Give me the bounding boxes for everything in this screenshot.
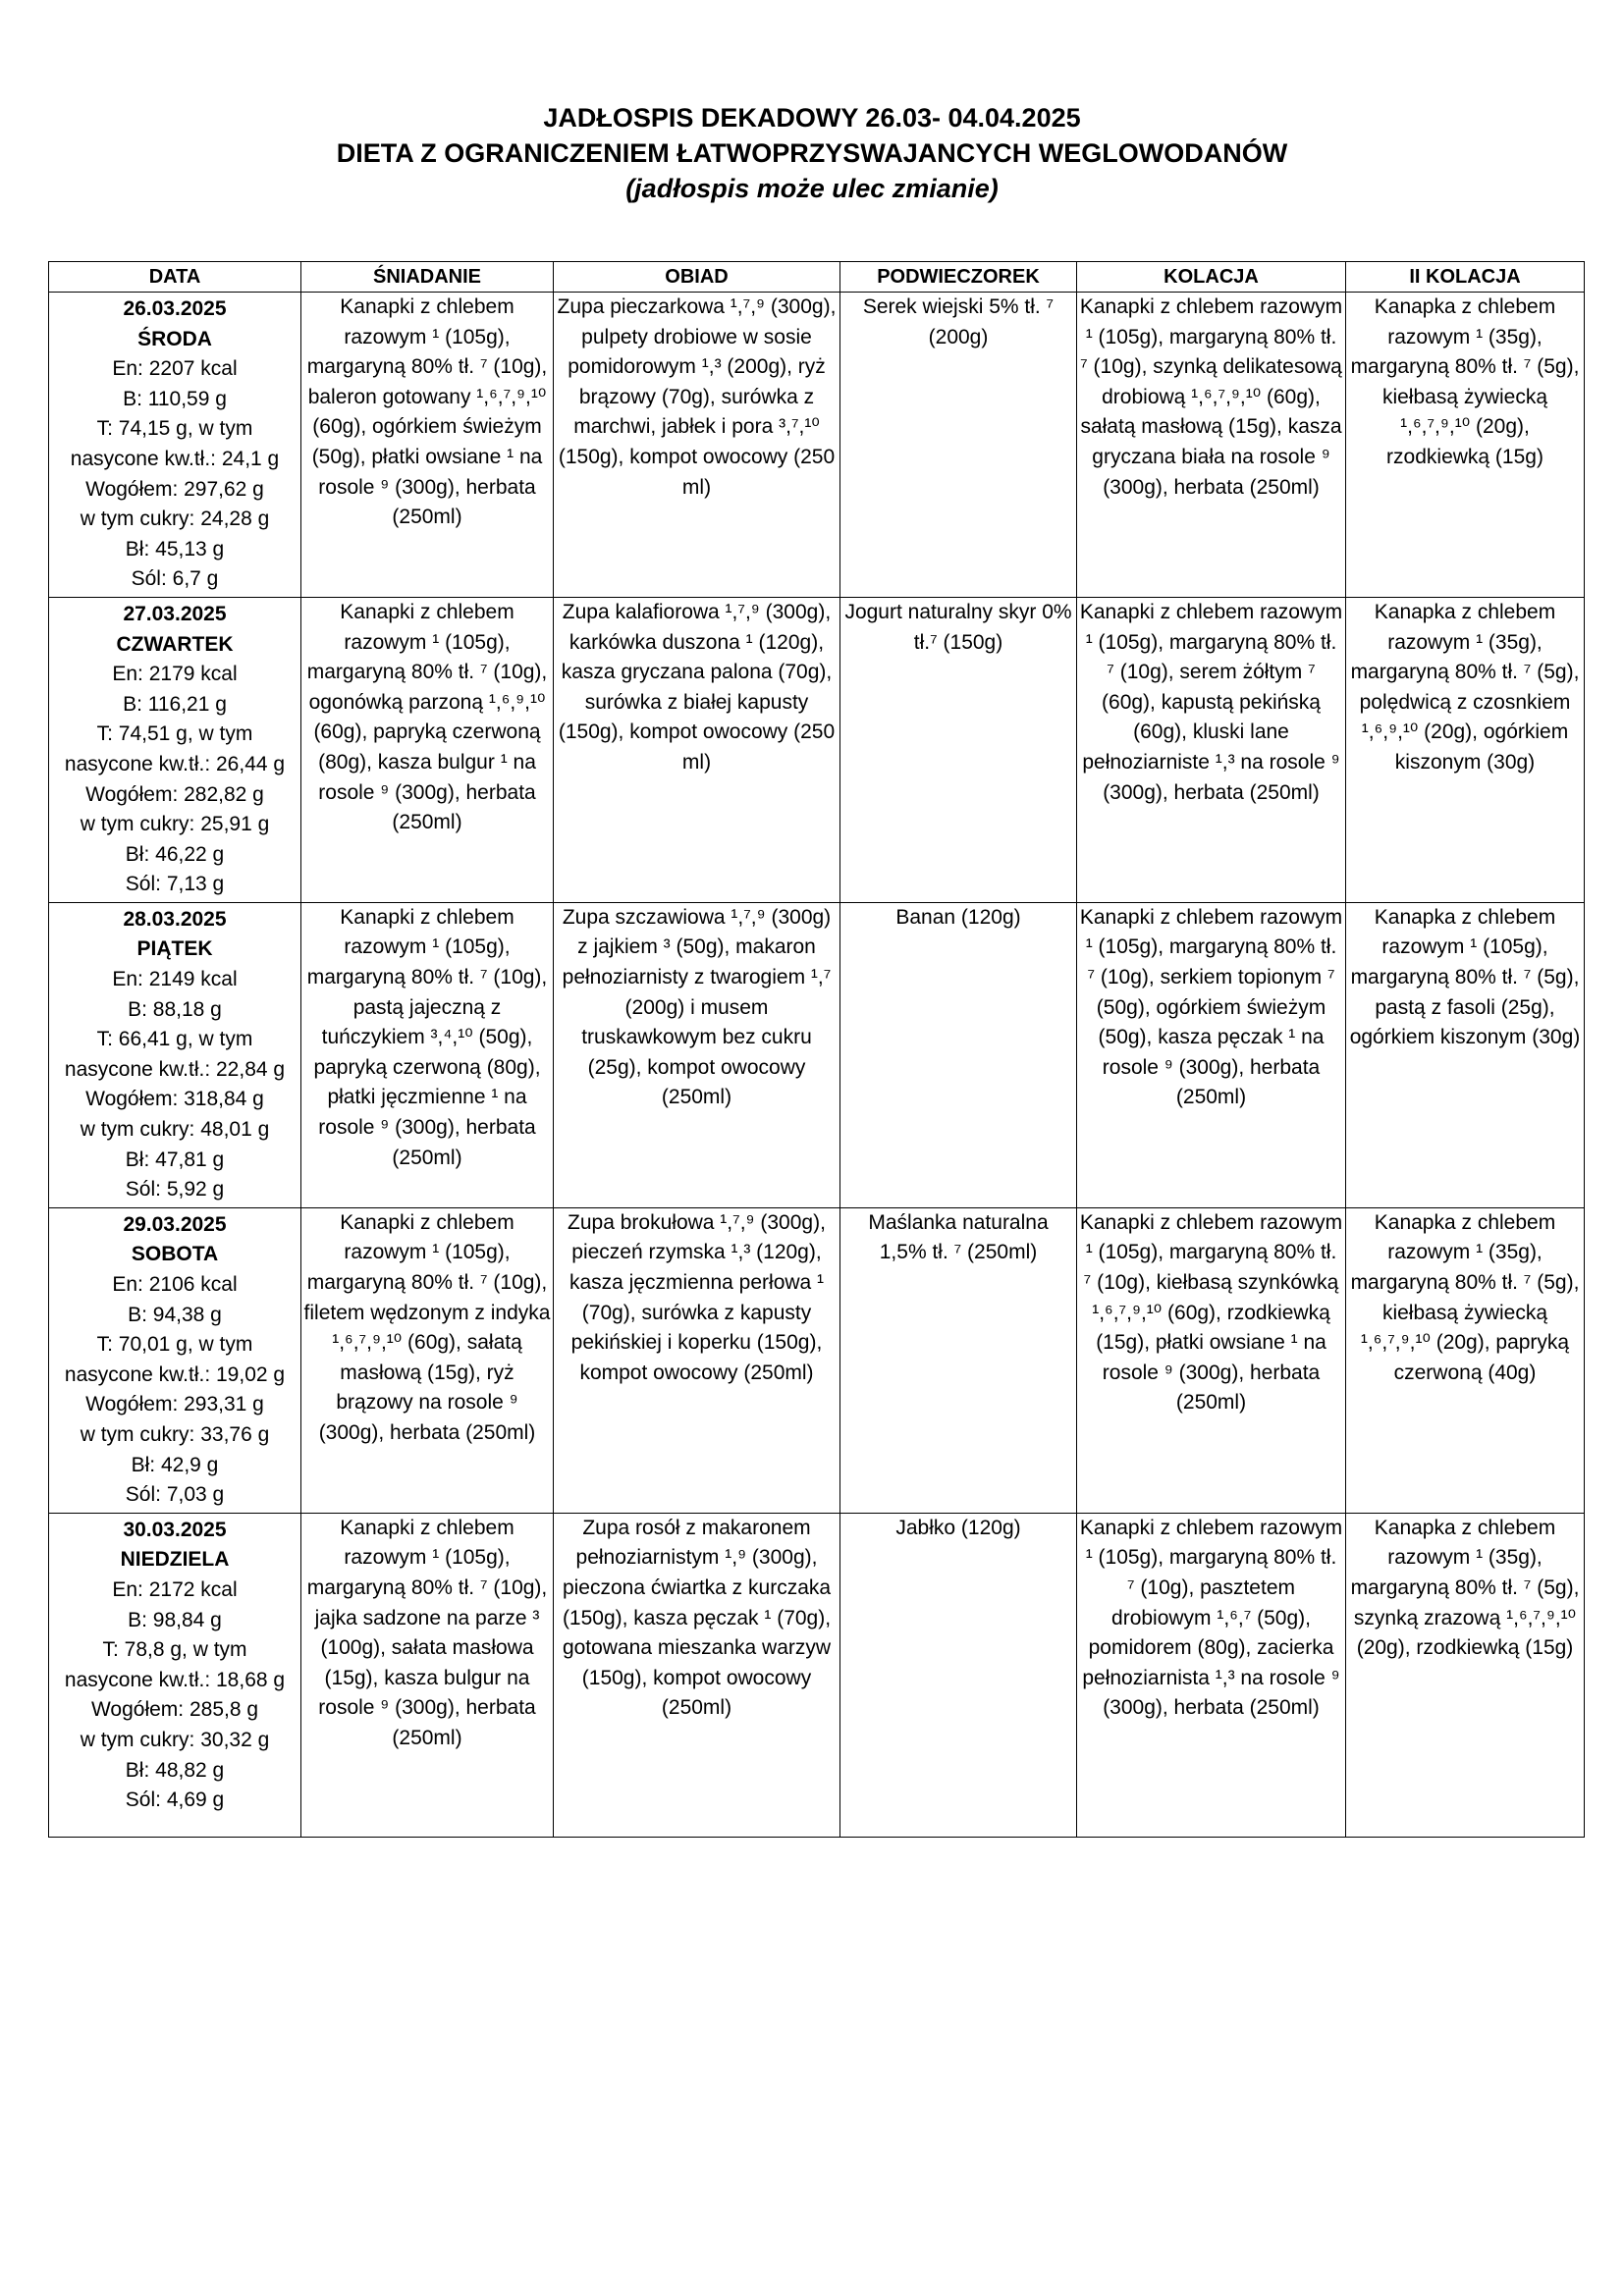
table-header-row [49,262,1585,293]
nutrition-fiber: Bł: 48,82 g [125,1758,225,1782]
menu-table [48,261,1585,1838]
nutrition-energy: En: 2149 kcal [112,968,238,991]
nutrition-protein: B: 116,21 g [123,692,227,716]
date: 30.03.2025 [123,1518,227,1541]
nutrition-fiber: Bł: 46,22 g [125,842,225,866]
podwieczorek-cell: Maślanka naturalna 1,5% tł. ⁷ (250ml) [840,1207,1077,1513]
column-header-kolacja: KOLACJA [1077,262,1346,293]
ii-kolacja-cell: Kanapka z chlebem razowym ¹ (35g), margaryną 80% tł. ⁷ (5g), polędwicą z czosnkiem ¹,⁶,⁹,¹⁰ (20g), ogórkiem kiszonym (30g) [1346,597,1585,902]
nutrition-fiber: Bł: 47,81 g [125,1148,225,1171]
date-cell [49,1207,301,1513]
date: 28.03.2025 [123,907,227,931]
nutrition-salt: Sól: 7,13 g [125,873,225,896]
obiad-cell: Zupa brokułowa ¹,⁷,⁹ (300g), pieczeń rzymska ¹,³ (120g), kasza jęczmienna perłowa ¹ (70g), surówka z kapusty pekińskiej i koperku (150g), kompot owocowy (250ml) [554,1207,840,1513]
table-row [49,902,1585,1207]
table-row [49,1513,1585,1837]
date-cell [49,597,301,902]
ii-kolacja-cell: Kanapka z chlebem razowym ¹ (35g), margaryną 80% tł. ⁷ (5g), kiełbasą żywiecką ¹,⁶,⁷,⁹,¹⁰ (20g), papryką czerwoną (40g) [1346,1207,1585,1513]
nutrition-carbs: Wogółem: 297,62 g [85,477,264,501]
weekday: PIĄTEK [136,937,213,961]
nutrition-saturated: nasycone kw.tł.: 18,68 g [64,1668,286,1691]
nutrition-energy: En: 2172 kcal [112,1577,238,1601]
podwieczorek-cell: Banan (120g) [840,902,1077,1207]
column-header-obiad: OBIAD [554,262,840,293]
nutrition-sugars: w tym cukry: 24,28 g [80,507,270,531]
ii-kolacja-cell: Kanapka z chlebem razowym ¹ (35g), margaryną 80% tł. ⁷ (5g), kiełbasą żywiecką ¹,⁶,⁷,⁹,¹⁰ (20g), rzodkiewką (15g) [1346,293,1585,598]
column-header-podwieczorek: PODWIECZOREK [840,262,1077,293]
sniadanie-cell: Kanapki z chlebem razowym ¹ (105g), margaryną 80% tł. ⁷ (10g), ogonówką parzoną ¹,⁶,⁹,¹⁰ (60g), papryką czerwoną (80g), kasza bulgur ¹ na rosole ⁹ (300g), herbata (250ml) [301,597,554,902]
nutrition-protein: B: 88,18 g [128,997,222,1021]
sniadanie-cell: Kanapki z chlebem razowym ¹ (105g), margaryną 80% tł. ⁷ (10g), filetem wędzonym z indyka ¹,⁶,⁷,⁹,¹⁰ (60g), sałatą masłową (15g), ryż brązowy na rosole ⁹ (300g), herbata (250ml) [301,1207,554,1513]
sniadanie-cell: Kanapki z chlebem razowym ¹ (105g), margaryną 80% tł. ⁷ (10g), baleron gotowany ¹,⁶,⁷,⁹,¹⁰ (60g), ogórkiem świeżym (50g), płatki owsiane ¹ na rosole ⁹ (300g), herbata (250ml) [301,293,554,598]
date: 27.03.2025 [123,602,227,625]
nutrition-protein: B: 110,59 g [123,387,227,410]
kolacja-cell: Kanapki z chlebem razowym ¹ (105g), margaryną 80% tł. ⁷ (10g), serkiem topionym ⁷ (50g), ogórkiem świeżym (50g), kasza pęczak ¹ na rosole ⁹ (300g), herbata (250ml) [1077,902,1346,1207]
nutrition-energy: En: 2179 kcal [112,663,238,686]
date: 29.03.2025 [123,1212,227,1236]
nutrition-sugars: w tym cukry: 30,32 g [80,1728,270,1751]
obiad-cell: Zupa kalafiorowa ¹,⁷,⁹ (300g), karkówka duszona ¹ (120g), kasza gryczana palona (70g), surówka z białej kapusty (150g), kompot owocowy (250 ml) [554,597,840,902]
nutrition-fiber: Bł: 45,13 g [125,537,225,561]
nutrition-saturated: nasycone kw.tł.: 19,02 g [64,1362,286,1386]
table-row [49,1207,1585,1513]
date-cell [49,293,301,598]
title-line-2: DIETA Z OGRANICZENIEM ŁATWOPRZYSWAJANCYCH WEGLOWODANÓW [336,138,1288,168]
column-header-sniadanie: ŚNIADANIE [301,262,554,293]
obiad-cell: Zupa pieczarkowa ¹,⁷,⁹ (300g), pulpety drobiowe w sosie pomidorowym ¹,³ (200g), ryż brązowy (70g), surówka z marchwi, jabłek i pora ³,⁷,¹⁰ (150g), kompot owocowy (250 ml) [554,293,840,598]
nutrition-saturated: nasycone kw.tł.: 26,44 g [64,752,286,775]
date-cell [49,1513,301,1837]
nutrition-protein: B: 94,38 g [128,1303,222,1326]
kolacja-cell: Kanapki z chlebem razowym ¹ (105g), margaryną 80% tł. ⁷ (10g), pasztetem drobiowym ¹,⁶,⁷ (50g), pomidorem (80g), zacierka pełnoziarnista ¹,³ na rosole ⁹ (300g), herbata (250ml) [1077,1513,1346,1837]
column-header-data: DATA [49,262,301,293]
nutrition-salt: Sól: 6,7 g [131,567,219,591]
nutrition-protein: B: 98,84 g [128,1608,222,1631]
nutrition-salt: Sól: 7,03 g [125,1483,225,1507]
weekday: CZWARTEK [116,632,234,656]
weekday: ŚRODA [137,327,212,350]
nutrition-saturated: nasycone kw.tł.: 22,84 g [64,1057,286,1081]
kolacja-cell: Kanapki z chlebem razowym ¹ (105g), margaryną 80% tł. ⁷ (10g), szynką delikatesową drobiową ¹,⁶,⁷,⁹,¹⁰ (60g), sałatą masłową (15g), kasza gryczana biała na rosole ⁹ (300g), herbata (250ml) [1077,293,1346,598]
nutrition-sugars: w tym cukry: 48,01 g [80,1118,270,1142]
nutrition-energy: En: 2106 kcal [112,1273,238,1296]
nutrition-fat: T: 74,51 g, w tym [96,722,253,746]
nutrition-energy: En: 2207 kcal [112,357,238,381]
kolacja-cell: Kanapki z chlebem razowym ¹ (105g), margaryną 80% tł. ⁷ (10g), serem żółtym ⁷ (60g), kapustą pekińską (60g), kluski lane pełnoziarniste ¹,³ na rosole ⁹ (300g), herbata (250ml) [1077,597,1346,902]
nutrition-fat: T: 66,41 g, w tym [96,1028,253,1051]
kolacja-cell: Kanapki z chlebem razowym ¹ (105g), margaryną 80% tł. ⁷ (10g), kiełbasą szynkówką ¹,⁶,⁷,⁹,¹⁰ (60g), rzodkiewką (15g), płatki owsiane ¹ na rosole ⁹ (300g), herbata (250ml) [1077,1207,1346,1513]
weekday: NIEDZIELA [120,1548,230,1572]
podwieczorek-cell: Jogurt naturalny skyr 0% tł.⁷ (150g) [840,597,1077,902]
nutrition-carbs: Wogółem: 318,84 g [85,1088,264,1111]
obiad-cell: Zupa szczawiowa ¹,⁷,⁹ (300g) z jajkiem ³ (50g), makaron pełnoziarnisty z twarogiem ¹,⁷ (200g) i musem truskawkowym bez cukru (25g), kompot owocowy (250ml) [554,902,840,1207]
nutrition-fat: T: 70,01 g, w tym [96,1333,253,1357]
obiad-cell: Zupa rosół z makaronem pełnoziarnistym ¹,⁹ (300g), pieczona ćwiartka z kurczaka (150g), kasza pęczak ¹ (70g), gotowana mieszanka warzyw (150g), kompot owocowy (250ml) [554,1513,840,1837]
nutrition-fat: T: 78,8 g, w tym [102,1638,247,1662]
nutrition-fiber: Bł: 42,9 g [131,1453,219,1476]
table-row [49,597,1585,902]
nutrition-sugars: w tym cukry: 25,91 g [80,813,270,836]
sniadanie-cell: Kanapki z chlebem razowym ¹ (105g), margaryną 80% tł. ⁷ (10g), jajka sadzone na parze ³ (100g), sałata masłowa (15g), kasza bulgur na rosole ⁹ (300g), herbata (250ml) [301,1513,554,1837]
document-header [0,100,1624,206]
podwieczorek-cell: Serek wiejski 5% tł. ⁷ (200g) [840,293,1077,598]
ii-kolacja-cell: Kanapka z chlebem razowym ¹ (105g), margaryną 80% tł. ⁷ (5g), pastą z fasoli (25g), ogórkiem kiszonym (30g) [1346,902,1585,1207]
date-cell [49,902,301,1207]
nutrition-salt: Sól: 5,92 g [125,1178,225,1201]
nutrition-carbs: Wogółem: 285,8 g [90,1698,259,1722]
nutrition-fat: T: 74,15 g, w tym [96,417,253,441]
nutrition-carbs: Wogółem: 293,31 g [85,1393,264,1416]
title-line-3: (jadłospis może ulec zmianie) [625,174,999,203]
column-header-ii-kolacja: II KOLACJA [1346,262,1585,293]
nutrition-salt: Sól: 4,69 g [125,1789,225,1812]
nutrition-saturated: nasycone kw.tł.: 24,1 g [70,447,280,470]
table-row [49,293,1585,598]
nutrition-carbs: Wogółem: 282,82 g [85,782,264,806]
ii-kolacja-cell: Kanapka z chlebem razowym ¹ (35g), margaryną 80% tł. ⁷ (5g), szynką zrazową ¹,⁶,⁷,⁹,¹⁰ (20g), rzodkiewką (15g) [1346,1513,1585,1837]
podwieczorek-cell: Jabłko (120g) [840,1513,1077,1837]
date: 26.03.2025 [123,297,227,320]
sniadanie-cell: Kanapki z chlebem razowym ¹ (105g), margaryną 80% tł. ⁷ (10g), pastą jajeczną z tuńczykiem ³,⁴,¹⁰ (50g), papryką czerwoną (80g), płatki jęczmienne ¹ na rosole ⁹ (300g), herbata (250ml) [301,902,554,1207]
nutrition-sugars: w tym cukry: 33,76 g [80,1422,270,1446]
title-line-1: JADŁOSPIS DEKADOWY 26.03- 04.04.2025 [543,103,1081,133]
weekday: SOBOTA [131,1243,219,1266]
